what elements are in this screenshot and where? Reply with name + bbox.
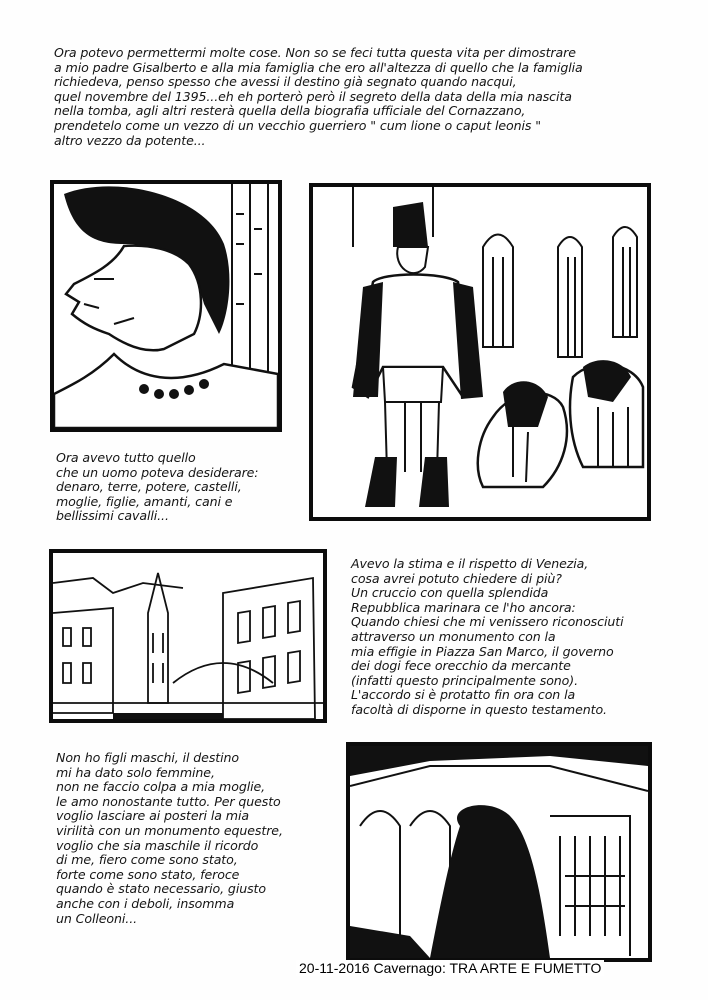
footer-credit: 20-11-2016 Cavernago: TRA ARTE E FUMETTO	[296, 960, 604, 976]
courtyard-illustration	[350, 746, 648, 958]
condottiero-illustration	[313, 187, 647, 517]
wealth-caption: Ora avevo tutto quello che un uomo poteva desiderare: denaro, terre, potere, castelli, moglie, figlie, amanti, cani e bellissimi cavalli...	[56, 450, 259, 524]
portrait-illustration	[54, 184, 278, 428]
panel-courtyard-figure	[346, 742, 652, 962]
venice-illustration	[53, 553, 323, 719]
legacy-caption: Non ho figli maschi, il destino mi ha dato solo femmine, non ne faccio colpa a mia moglie, le amo nonostante tutto. Per questo voglio lasciare ai posteri la mia virilità con un monumento equestre, voglio che sia maschile il ricordo di me, fiero come sono stato, forte come sono stato, feroce quando è stato necessario, giusto anche con i deboli, insomma un Colleoni...	[56, 750, 283, 926]
panel-portrait	[50, 180, 282, 432]
panel-venice-buildings	[49, 549, 327, 723]
intro-caption: Ora potevo permettermi molte cose. Non so se feci tutta questa vita per dimostrare a mio padre Gisalberto e alla mia famiglia che ero all'altezza di quello che la famiglia richiedeva, penso spesso che avessi il destino già segnato quando nacqui, quel novembre del 1395...eh eh porterò però il segreto della data della mia nascita nella tomba, agli altri resterà quella della biografia ufficiale del Cornazzano, prendetelo come un vezzo di un vecchio guerriero " cum lione o caput leonis " altro vezzo da potente...	[54, 45, 583, 148]
panel-condottiero-dogs	[309, 183, 651, 521]
venice-caption: Avevo la stima e il rispetto di Venezia, cosa avrei potuto chiedere di più? Un cruccio con quella splendida Repubblica marinara ce l'ho ancora: Quando chiesi che mi venissero riconosciuti attraverso un monumento con la mia effigie in Piazza San Marco, il governo dei dogi fece orecchio da mercante (infatti questo principalmente sono). L'accordo si è protatto fin ora con la facoltà di disporne in questo testamento.	[351, 556, 624, 717]
